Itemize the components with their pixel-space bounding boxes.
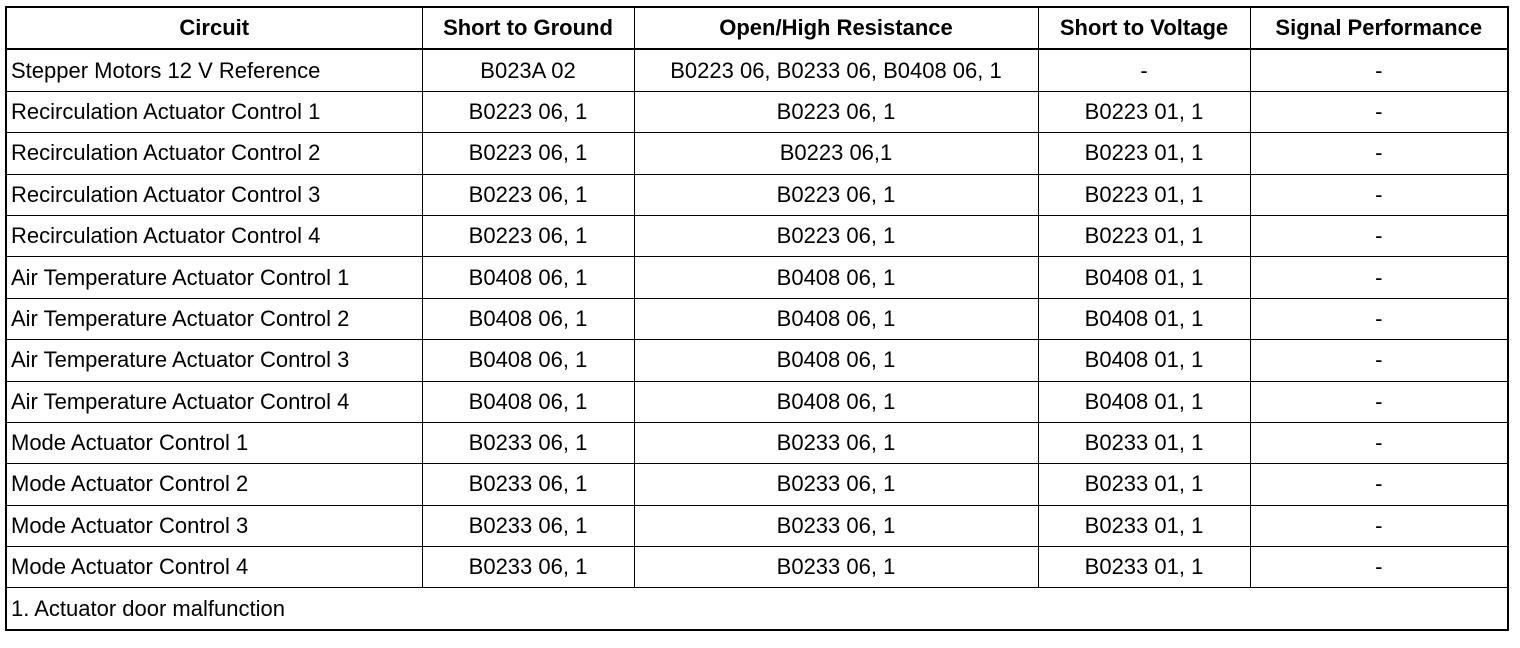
table-row bbox=[6, 215, 1508, 256]
table-row bbox=[6, 91, 1508, 132]
short-to-ground-cell: B0223 06, 1 bbox=[422, 91, 634, 132]
circuit-cell: Mode Actuator Control 1 bbox=[6, 422, 422, 463]
table-row bbox=[6, 340, 1508, 381]
short-to-ground-cell: B0233 06, 1 bbox=[422, 547, 634, 588]
short-to-ground-cell: B0223 06, 1 bbox=[422, 215, 634, 256]
short-to-voltage-cell: - bbox=[1038, 49, 1250, 91]
short-to-ground-cell: B023A 02 bbox=[422, 49, 634, 91]
signal-performance-cell: - bbox=[1250, 340, 1508, 381]
signal-performance-cell: - bbox=[1250, 464, 1508, 505]
table-row bbox=[6, 49, 1508, 91]
circuit-cell: Recirculation Actuator Control 1 bbox=[6, 91, 422, 132]
circuit-cell: Mode Actuator Control 3 bbox=[6, 505, 422, 546]
circuit-cell: Mode Actuator Control 2 bbox=[6, 464, 422, 505]
header-short-to-ground: Short to Ground bbox=[422, 7, 634, 49]
table-header-row bbox=[6, 7, 1508, 49]
circuit-cell: Recirculation Actuator Control 3 bbox=[6, 174, 422, 215]
table-row bbox=[6, 505, 1508, 546]
short-to-voltage-cell: B0233 01, 1 bbox=[1038, 464, 1250, 505]
open-high-resistance-cell: B0223 06, B0233 06, B0408 06, 1 bbox=[634, 49, 1038, 91]
short-to-voltage-cell: B0408 01, 1 bbox=[1038, 298, 1250, 339]
circuit-cell: Air Temperature Actuator Control 4 bbox=[6, 381, 422, 422]
short-to-voltage-cell: B0223 01, 1 bbox=[1038, 133, 1250, 174]
short-to-ground-cell: B0233 06, 1 bbox=[422, 464, 634, 505]
short-to-voltage-cell: B0408 01, 1 bbox=[1038, 340, 1250, 381]
signal-performance-cell: - bbox=[1250, 257, 1508, 298]
short-to-voltage-cell: B0408 01, 1 bbox=[1038, 381, 1250, 422]
signal-performance-cell: - bbox=[1250, 298, 1508, 339]
short-to-voltage-cell: B0233 01, 1 bbox=[1038, 422, 1250, 463]
short-to-ground-cell: B0233 06, 1 bbox=[422, 505, 634, 546]
open-high-resistance-cell: B0408 06, 1 bbox=[634, 381, 1038, 422]
open-high-resistance-cell: B0233 06, 1 bbox=[634, 547, 1038, 588]
short-to-ground-cell: B0408 06, 1 bbox=[422, 298, 634, 339]
short-to-voltage-cell: B0223 01, 1 bbox=[1038, 174, 1250, 215]
short-to-ground-cell: B0223 06, 1 bbox=[422, 133, 634, 174]
short-to-ground-cell: B0408 06, 1 bbox=[422, 381, 634, 422]
header-short-to-voltage: Short to Voltage bbox=[1038, 7, 1250, 49]
open-high-resistance-cell: B0233 06, 1 bbox=[634, 505, 1038, 546]
open-high-resistance-cell: B0408 06, 1 bbox=[634, 298, 1038, 339]
short-to-ground-cell: B0408 06, 1 bbox=[422, 257, 634, 298]
table-row bbox=[6, 133, 1508, 174]
circuit-cell: Air Temperature Actuator Control 3 bbox=[6, 340, 422, 381]
circuit-cell: Mode Actuator Control 4 bbox=[6, 547, 422, 588]
table-row bbox=[6, 547, 1508, 588]
open-high-resistance-cell: B0233 06, 1 bbox=[634, 422, 1038, 463]
open-high-resistance-cell: B0223 06, 1 bbox=[634, 174, 1038, 215]
signal-performance-cell: - bbox=[1250, 49, 1508, 91]
table-row bbox=[6, 257, 1508, 298]
short-to-ground-cell: B0223 06, 1 bbox=[422, 174, 634, 215]
circuit-cell: Stepper Motors 12 V Reference bbox=[6, 49, 422, 91]
open-high-resistance-cell: B0408 06, 1 bbox=[634, 340, 1038, 381]
short-to-ground-cell: B0233 06, 1 bbox=[422, 422, 634, 463]
table-row bbox=[6, 174, 1508, 215]
signal-performance-cell: - bbox=[1250, 422, 1508, 463]
short-to-voltage-cell: B0408 01, 1 bbox=[1038, 257, 1250, 298]
signal-performance-cell: - bbox=[1250, 381, 1508, 422]
open-high-resistance-cell: B0223 06,1 bbox=[634, 133, 1038, 174]
signal-performance-cell: - bbox=[1250, 174, 1508, 215]
open-high-resistance-cell: B0223 06, 1 bbox=[634, 91, 1038, 132]
footnote: 1. Actuator door malfunction bbox=[6, 588, 1508, 630]
short-to-voltage-cell: B0223 01, 1 bbox=[1038, 215, 1250, 256]
header-open-high-resistance: Open/High Resistance bbox=[634, 7, 1038, 49]
short-to-voltage-cell: B0223 01, 1 bbox=[1038, 91, 1250, 132]
header-signal-performance: Signal Performance bbox=[1250, 7, 1508, 49]
signal-performance-cell: - bbox=[1250, 505, 1508, 546]
dtc-circuit-table bbox=[5, 6, 1509, 631]
open-high-resistance-cell: B0223 06, 1 bbox=[634, 215, 1038, 256]
circuit-cell: Recirculation Actuator Control 4 bbox=[6, 215, 422, 256]
open-high-resistance-cell: B0233 06, 1 bbox=[634, 464, 1038, 505]
open-high-resistance-cell: B0408 06, 1 bbox=[634, 257, 1038, 298]
table-row bbox=[6, 298, 1508, 339]
signal-performance-cell: - bbox=[1250, 133, 1508, 174]
short-to-ground-cell: B0408 06, 1 bbox=[422, 340, 634, 381]
circuit-cell: Air Temperature Actuator Control 1 bbox=[6, 257, 422, 298]
table-row bbox=[6, 422, 1508, 463]
table-row bbox=[6, 381, 1508, 422]
footnote-row bbox=[6, 588, 1508, 630]
signal-performance-cell: - bbox=[1250, 547, 1508, 588]
header-circuit: Circuit bbox=[6, 7, 422, 49]
circuit-cell: Recirculation Actuator Control 2 bbox=[6, 133, 422, 174]
short-to-voltage-cell: B0233 01, 1 bbox=[1038, 547, 1250, 588]
table-row bbox=[6, 464, 1508, 505]
circuit-cell: Air Temperature Actuator Control 2 bbox=[6, 298, 422, 339]
signal-performance-cell: - bbox=[1250, 91, 1508, 132]
signal-performance-cell: - bbox=[1250, 215, 1508, 256]
short-to-voltage-cell: B0233 01, 1 bbox=[1038, 505, 1250, 546]
